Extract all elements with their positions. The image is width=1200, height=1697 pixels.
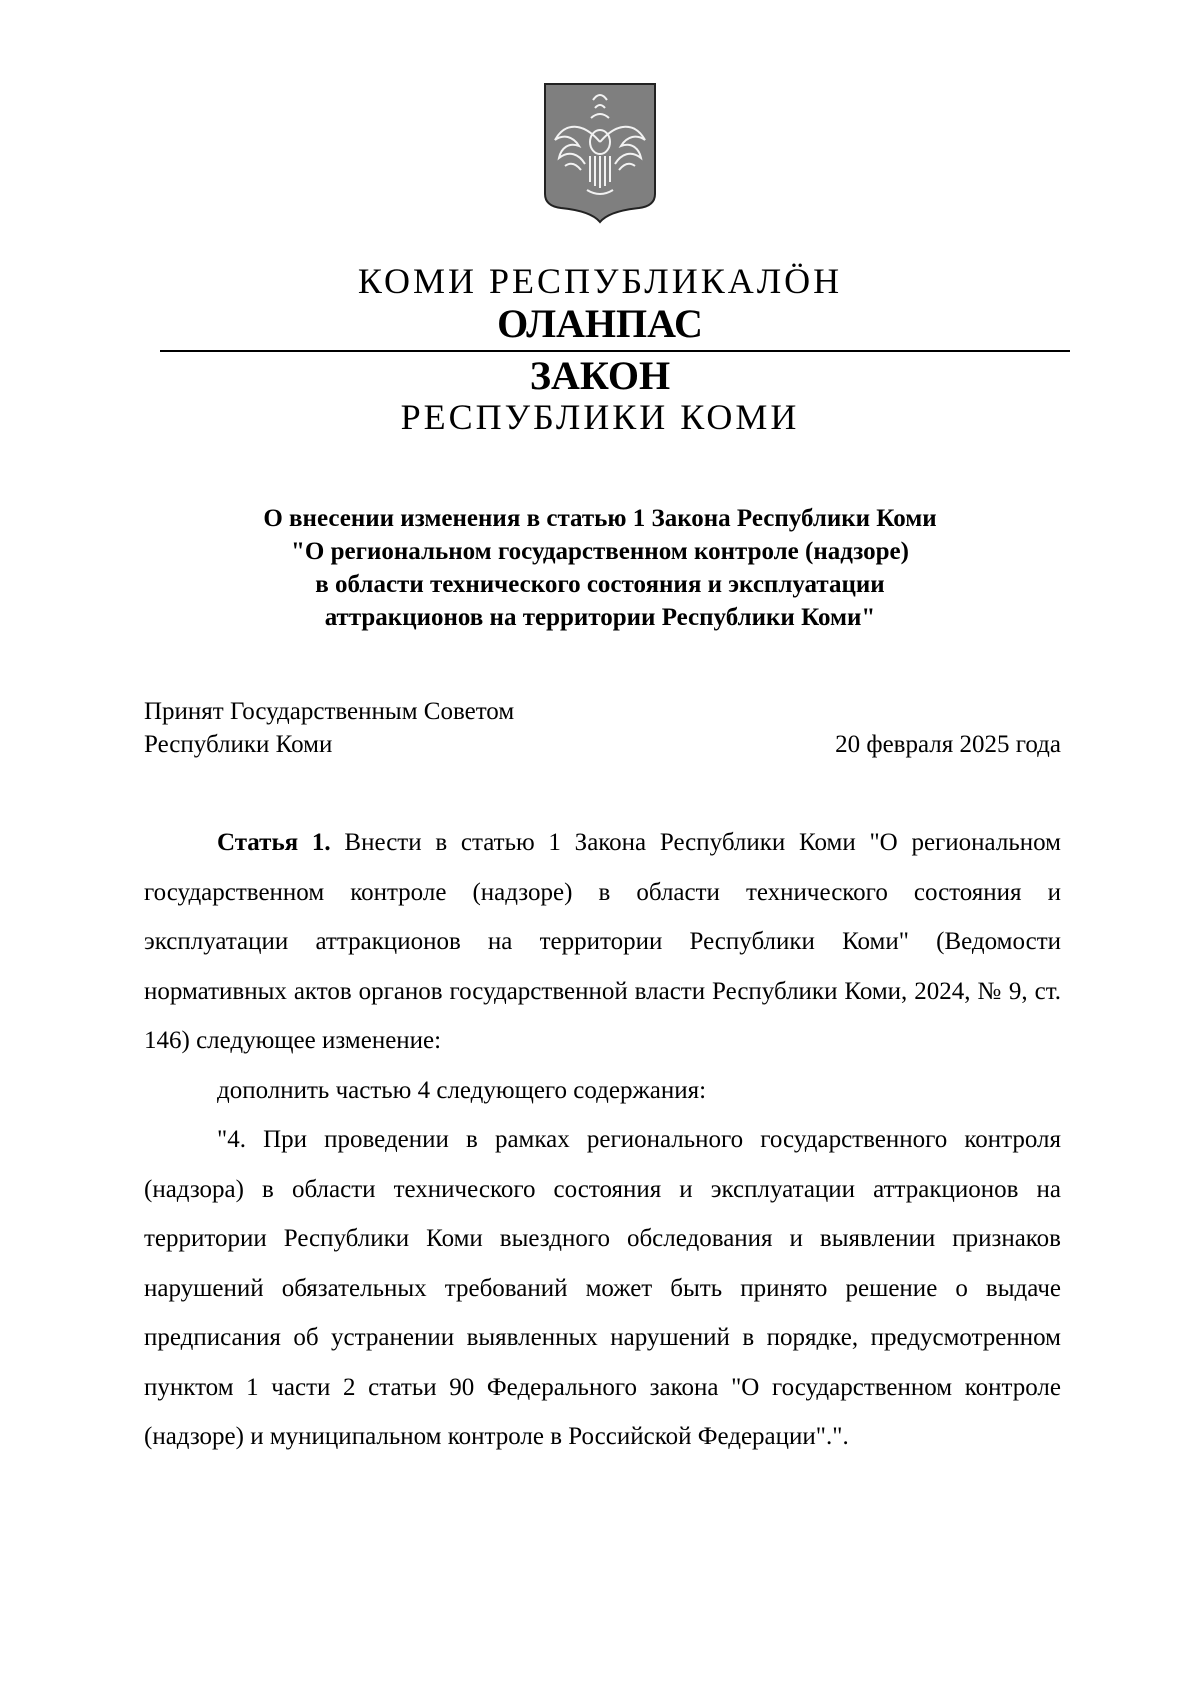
republic-komi-heading: РЕСПУБЛИКИ КОМИ [400, 397, 800, 437]
law-body [144, 818, 1061, 1462]
article-label: Статья 1. [217, 829, 331, 856]
adoption-line: Принят Государственным Советом [144, 698, 515, 725]
law-title-line: О внесении изменения в статью 1 Закона Республики Коми [263, 505, 937, 532]
law-title-line: "О региональном государственном контроле (надзоре) [291, 538, 909, 565]
law-title-line: в области технического состояния и эксплуатации [315, 571, 885, 598]
adoption-date: 20 февраля 2025 года [835, 731, 1061, 758]
zakon-heading: ЗАКОН [529, 353, 671, 398]
article-paragraph: дополнить частью 4 следующего содержания: [217, 1076, 707, 1104]
law-title [150, 502, 1050, 634]
coat-of-arms-icon [543, 82, 657, 224]
olanpas-heading: ОЛАНПАС [497, 301, 703, 346]
adoption-statement [144, 695, 514, 761]
komi-republic-heading: КОМИ РЕСПУБЛИКАЛӦН [357, 261, 843, 301]
law-title-line: аттракционов на территории Республики Коми" [324, 604, 876, 631]
article-paragraph [144, 818, 1061, 1066]
article-paragraph: "4. При проведении в рамках регионального государственного контроля (надзора) в области технического состояния и эксплуатации аттракционов на территории Республики Коми выездного обследования и выявлении признаков нарушений обязательных требований может быть принято решение о выдаче предписания об устранении выявленных нарушений в порядке, предусмотренном пунктом 1 части 2 статьи 90 Федерального закона "О государственном контроле (надзоре) и муниципальном контроле в Российской Федерации".". [144, 1126, 1061, 1450]
adoption-line: Республики Коми [144, 731, 333, 758]
article-text: Внести в статью 1 Закона Республики Коми "О региональном государственном контроле (надзоре) в области технического состояния и эксплуатации аттракционов на территории Республики Коми" (Ведомости нормативных актов органов государственной власти Республики Коми, 2024, № 9, ст. 146) следующее изменение: [144, 829, 1061, 1054]
